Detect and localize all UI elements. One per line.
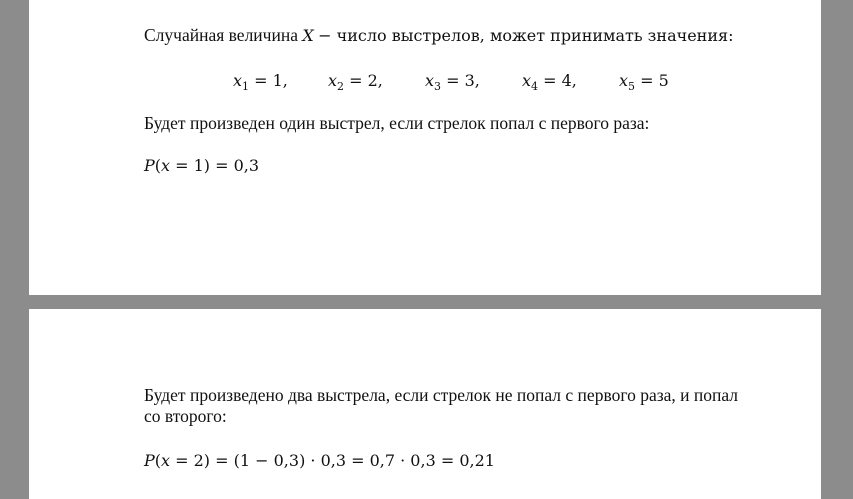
possible-values-row — [29, 70, 821, 92]
two-shots-condition-line-1: Будет произведено два выстрела, если стрелок не попал с первого раза, и попал — [144, 385, 739, 405]
value-x5: $x_5 = 5$ — [619, 71, 669, 93]
value-x1: $x_1 = 1$, — [233, 71, 288, 93]
probability-formula-one: P(x = 1) = 0,3 — [144, 156, 260, 175]
value-x2: $x_2 = 2$, — [328, 71, 383, 93]
value-x4: $x_4 = 4$, — [522, 71, 577, 93]
definition-rest: − число выстрелов, может принимать значения: — [318, 26, 734, 45]
random-variable-definition — [144, 25, 733, 46]
document-page-2 — [29, 309, 821, 499]
random-variable-symbol: X — [302, 26, 314, 45]
document-page-1 — [29, 0, 821, 295]
value-x3: $x_3 = 3$, — [425, 71, 480, 93]
two-shots-condition-line-2: со второго: — [144, 406, 227, 426]
one-shot-condition: Будет произведен один выстрел, если стрелок попал с первого раза: — [144, 113, 650, 133]
definition-lead: Случайная величина — [144, 25, 298, 45]
probability-formula-two: P(x = 2) = (1 − 0,3) · 0,3 = 0,7 · 0,3 = 0,21 — [144, 451, 495, 470]
